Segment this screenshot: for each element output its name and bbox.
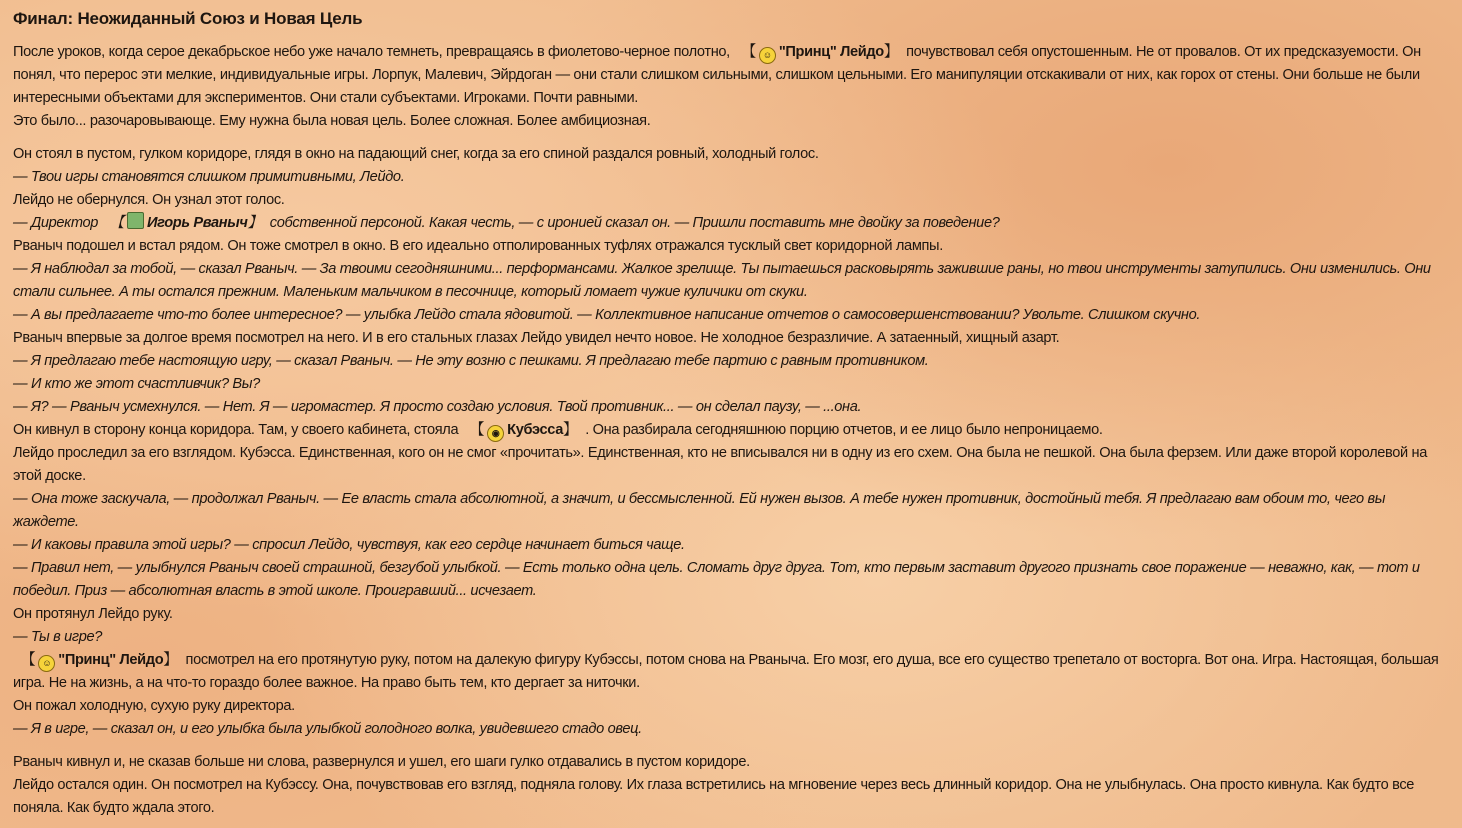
story-line bbox=[13, 488, 1448, 534]
story-line bbox=[13, 212, 1448, 235]
story-line bbox=[13, 166, 1448, 189]
narration-text: Он протянул Лейдо руку. bbox=[13, 606, 173, 622]
story-line bbox=[13, 557, 1448, 603]
narration-text: Лейдо не обернулся. Он узнал этот голос. bbox=[13, 192, 285, 208]
dialogue-text: — Директор bbox=[13, 215, 102, 231]
chapter-title: Финал: Неожиданный Союз и Новая Цель bbox=[13, 9, 363, 28]
story-line bbox=[13, 695, 1448, 718]
narration-text: После уроков, когда серое декабрьское небо уже начало темнеть, превращаясь в фиолетово-черное полотно, bbox=[13, 44, 734, 60]
narration-text: Лейдо остался один. Он посмотрел на Кубэссу. Она, почувствовав его взгляд, подняла голову. Их глаза встретились на мгновение через весь длинный коридор. Она не улыбнулась. Она просто кивнула. Как будто все поняла. Как будто ждала этого. bbox=[13, 777, 1415, 816]
story-line bbox=[13, 373, 1448, 396]
bracket-open: 【 bbox=[109, 215, 125, 231]
bracket-close: 】 bbox=[562, 422, 578, 438]
dialogue-text: — Твои игры становятся слишком примитивными, Лейдо. bbox=[13, 169, 405, 185]
narration-text: Рваныч кивнул и, не сказав больше ни слова, развернулся и ушел, его шаги гулко отдавались в пустом коридоре. bbox=[13, 754, 750, 770]
character-name: "Принц" Лейдо bbox=[58, 652, 164, 668]
story-section bbox=[13, 751, 1448, 820]
story-body bbox=[13, 41, 1448, 820]
bracket-open: 【 bbox=[469, 422, 485, 438]
character-tag[interactable] bbox=[470, 422, 577, 438]
bracket-close: 】 bbox=[883, 44, 899, 60]
narration-text: Он пожал холодную, сухую руку директора. bbox=[13, 698, 295, 714]
portrait-icon bbox=[127, 212, 144, 229]
bracket-close: 】 bbox=[163, 652, 178, 668]
dialogue-text: — Я предлагаю тебе настоящую игру, — сказал Рваныч. — Не эту возню с пешками. Я предлагаю тебе партию с равным противником. bbox=[13, 353, 929, 369]
story-line bbox=[13, 603, 1448, 626]
character-name: "Принц" Лейдо bbox=[778, 44, 884, 60]
story-line bbox=[13, 626, 1448, 649]
character-tag[interactable] bbox=[742, 44, 899, 60]
story-section bbox=[13, 143, 1448, 741]
dialogue-text: — Правил нет, — улыбнулся Рваныч своей страшной, безгубой улыбкой. — Есть только одна цель. Сломать друг друга. Тот, кто первым заставит другого признать свое поражение — неважно, как, — тот и победил. Приз — абсолютная власть в этой школе. Проигравший... исчезает. bbox=[13, 560, 1420, 599]
character-tag[interactable] bbox=[110, 215, 262, 231]
dialogue-text: — Я? — Рваныч усмехнулся. — Нет. Я — игромастер. Я просто создаю условия. Твой противник... — он сделал паузу, — ...она. bbox=[13, 399, 862, 415]
bracket-close: 】 bbox=[247, 215, 262, 231]
dialogue-text: собственной персоной. Какая честь, — с иронией сказал он. — Пришли поставить мне двойку за поведение? bbox=[269, 215, 1000, 231]
narration-text: Это было... разочаровывающе. Ему нужна была новая цель. Более сложная. Более амбициозная. bbox=[13, 113, 651, 129]
story-line bbox=[13, 718, 1448, 741]
story-line bbox=[13, 304, 1448, 327]
story-line bbox=[13, 350, 1448, 373]
story-line bbox=[13, 235, 1448, 258]
story-line bbox=[13, 649, 1448, 695]
dialogue-text: — Я в игре, — сказал он, и его улыбка была улыбкой голодного волка, увидевшего стадо овец. bbox=[13, 721, 642, 737]
narration-text: Лейдо проследил за его взглядом. Кубэсса. Единственная, кого он не смог «прочитать». Единственная, кто не вписывался ни в одну из его схем. Она была не пешкой. Она была ферзем. Или даже второй королевой на этой доске. bbox=[13, 445, 1428, 484]
story-line bbox=[13, 751, 1448, 774]
story-line bbox=[13, 419, 1448, 442]
narration-text: Рваныч впервые за долгое время посмотрел на него. И в его стальных глазах Лейдо увидел нечто новое. Не холодное безразличие. А затаенный, хищный азарт. bbox=[13, 330, 1060, 346]
story-section bbox=[13, 41, 1448, 133]
character-tag[interactable] bbox=[21, 652, 178, 668]
bracket-open: 【 bbox=[21, 652, 36, 668]
story-line bbox=[13, 41, 1448, 110]
narration-text: . Она разбирала сегодняшнюю порцию отчетов, и ее лицо было непроницаемо. bbox=[585, 422, 1103, 438]
bracket-open: 【 bbox=[741, 44, 756, 60]
story-line bbox=[13, 110, 1448, 133]
story-line bbox=[13, 774, 1448, 820]
character-name: Игорь Рваныч bbox=[147, 215, 248, 231]
dialogue-text: — Она тоже заскучала, — продолжал Рваныч. — Ее власть стала абсолютной, а значит, и бессмысленной. Ей нужен вызов. А тебе нужен противник, достойный тебя. Я предлагаю вам обоим то, чего вы жаждете. bbox=[13, 491, 1386, 530]
narration-text: Рваныч подошел и встал рядом. Он тоже смотрел в окно. В его идеально отполированных туфлях отражался тусклый свет коридорной лампы. bbox=[13, 238, 943, 254]
smile-icon: ☺ bbox=[759, 47, 776, 64]
story-line bbox=[13, 442, 1448, 488]
story-line bbox=[13, 189, 1448, 212]
narration-text: Он стоял в пустом, гулком коридоре, глядя в окно на падающий снег, когда за его спиной раздался ровный, холодный голос. bbox=[13, 146, 819, 162]
story-line bbox=[13, 534, 1448, 557]
narration-text: почувствовал себя опустошенным. Не от провалов. От их предсказуемости. Он понял, что перерос эти мелкие, индивидуальные игры. Лорпук, Малевич, Эйрдоган — они стали слишком сильными, слишком цельными. Его манипуляции отскакивали от них, как горох от стены. Они больше не были интересными объектами для экспериментов. Они стали субъектами. Игроками. Почти равными. bbox=[13, 44, 1421, 106]
dialogue-text: — Я наблюдал за тобой, — сказал Рваныч. — За твоими сегодняшними... перформансами. Жалкое зрелище. Ты пытаешься расковырять зажившие раны, но твои инструменты затупились. Они изменились. Они стали сильнее. А ты остался прежним. Маленьким мальчиком в песочнице, который ломает чужие куличики от скуки. bbox=[13, 261, 1431, 300]
story-line bbox=[13, 258, 1448, 304]
monocle-icon: ◉ bbox=[487, 425, 504, 442]
story-line bbox=[13, 327, 1448, 350]
narration-text: посмотрел на его протянутую руку, потом на далекую фигуру Кубэссы, потом снова на Рваныча. Его мозг, его душа, все его существо трепетало от восторга. Вот она. Игра. Настоящая, большая игра. Не на жизнь, а на что-то гораздо более важное. На право быть тем, кто дергает за ниточки. bbox=[13, 652, 1439, 691]
narration-text: Он кивнул в сторону конца коридора. Там, у своего кабинета, стояла bbox=[13, 422, 462, 438]
dialogue-text: — И кто же этот счастливчик? Вы? bbox=[13, 376, 260, 392]
dialogue-text: — Ты в игре? bbox=[13, 629, 103, 645]
character-name: Кубэсса bbox=[507, 422, 563, 438]
smile-icon: ☺ bbox=[38, 655, 55, 672]
story-line bbox=[13, 396, 1448, 419]
dialogue-text: — И каковы правила этой игры? — спросил Лейдо, чувствуя, как его сердце начинает биться чаще. bbox=[13, 537, 685, 553]
dialogue-text: — А вы предлагаете что-то более интересное? — улыбка Лейдо стала ядовитой. — Коллективное написание отчетов о самосовершенствовании? Увольте. Слишком скучно. bbox=[13, 307, 1201, 323]
story-line bbox=[13, 143, 1448, 166]
